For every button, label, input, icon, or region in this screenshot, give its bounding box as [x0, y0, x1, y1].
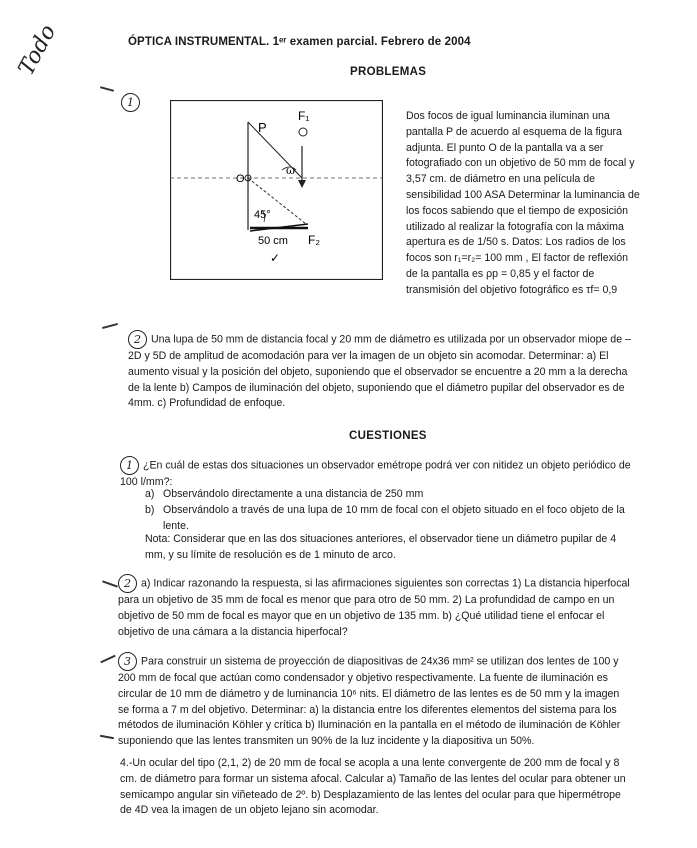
margin-dash-mark — [100, 655, 115, 664]
item-b: b) Observándolo a través de una lupa de 10 mm de focal con el objeto situado en el foco objeto de la — [145, 503, 625, 516]
margin-dash-mark — [102, 580, 118, 587]
label-f1: F₁ — [298, 109, 310, 123]
problem-number-circle: 1 — [121, 93, 140, 112]
question-1-number: 1 — [120, 456, 139, 475]
question-3-number: 3 — [118, 652, 137, 671]
section-problems-title: PROBLEMAS — [350, 66, 427, 78]
margin-dash-mark — [102, 323, 118, 329]
margin-note: Todo — [14, 20, 62, 80]
question-1-text: 1 ¿En cuál de estas dos situaciones un observador emétrope podrá ver con nitidez un objeto periódico de 100 l/mm?: — [120, 456, 652, 491]
optics-figure — [170, 100, 383, 280]
problem-2-text: 2 Una lupa de 50 mm de distancia focal y 20 mm de diámetro es utilizada por un observador miope de – 2D y 5D de amplitud de acomodación para ver la imagen de un objeto sin acomodar. Determinar: a) El aumento visual y la posición del objeto, suponiendo que el observador se encuentre a 20 mm a la derecha de la lente b) Campos de iluminación del objeto, suponiendo que el diámetro pupilar del observador es de 4mm. c) Profundidad de enfoque. — [128, 330, 658, 412]
label-f2: F₂ — [308, 233, 320, 247]
label-p: P — [258, 120, 267, 135]
question-3-text: 3 Para construir un sistema de proyección de diapositivas de 24x36 mm² se utilizan dos lentes de 100 y 200 mm de focal que actúan como condensador y objetivo respectivamente. La fuente de iluminación es circular de 10 mm de diámetro y de luminancia 10⁶ nits. El diámetro de las lentes es de 50 mm y la imagen se forma a 7 m del objetivo. Determinar: a) la distancia entre los diferentes elementos del sistema para los métodos de iluminación Köhler y crítica b) Iluminación en la pantalla en el método de iluminación de Köhler suponiendo que las lentes transmiten un 90% de la luz incidente y la diapositiva un 50%. — [118, 652, 652, 750]
question-1-note: Nota: Considerar que en las dos situaciones anteriores, el observador tiene un diámetro pupilar de 4 mm, y su límite de resolución es de 1 minuto de arco. — [145, 533, 617, 561]
label-o: O — [236, 173, 245, 185]
margin-dash-mark — [100, 86, 114, 92]
problem-1-text: Dos focos de igual luminancia iluminan una pantalla P de acuerdo al esquema de la figura adjunta. El punto O de la pantalla va a ser fotografiado con un objetivo de 50 mm de focal y 3,57 cm. de diámetro en una película de sensibilidad 100 ASA Determinar la luminancia de los focos sabiendo que el tiempo de exposición utilizado al realizar la fotografía con la máxima apertura es de 1/50 s. Datos: Los radios de los focos son r₁=r₂= 100 mm , El factor de reflexión de la pantalla es ρp = 0,85 y el factor de transmisión del objetivo fotográfico es τf= 0,9 — [406, 110, 640, 296]
question-1-items: a) Observándolo directamente a una distancia de 250 mm b) Observándolo a través de una lupa de 10 mm de focal con el objeto situado en el foco objeto de la lente. — [145, 487, 645, 534]
question-4-text: 4.-Un ocular del tipo (2,1, 2) de 20 mm de focal se acopla a una lente convergente de 200 mm de focal y 8 cm. de diámetro para formar un sistema afocal. Calcular a) Tamaño de las lentes del ocular para obtener un semicampo angular sin viñeteado de 2º. b) Desplazamiento de las lentes del ocular para que hipermétrope de 4D vea la imagen de un objeto lejano sin acomodar. — [120, 757, 626, 817]
section-questions-title: CUESTIONES — [349, 430, 427, 442]
handwritten-check-mark: ✓ — [270, 251, 281, 265]
question-2-text: 2 a) Indicar razonando la respuesta, si las afirmaciones siguientes son correctas 1) La distancia hiperfocal para un objetivo de 35 mm de focal es menor que para otro de 50 mm. 2) La profundidad de campo en un objetivo de 50 mm de focal es mayor que en un objetivo de 135 mm. b) ¿Qué utilidad tiene el enfocar el objetivo de una cámara a la distancia hiperfocal? — [118, 574, 652, 640]
question-2-number: 2 — [118, 574, 137, 593]
arrow-head — [298, 180, 306, 188]
margin-dash-mark — [100, 735, 114, 739]
item-a: a) Observándolo directamente a una distancia de 250 mm — [145, 488, 424, 500]
label-distance: 50 cm — [258, 235, 288, 247]
source-f1-circle — [299, 128, 307, 136]
label-omega: ω — [286, 164, 295, 177]
label-angle: 45° — [254, 209, 271, 221]
exam-title: ÓPTICA INSTRUMENTAL. 1ᵉʳ examen parcial. Febrero de 2004 — [128, 36, 471, 48]
problem-1-marker — [121, 93, 144, 112]
problem-2-number: 2 — [128, 330, 147, 349]
